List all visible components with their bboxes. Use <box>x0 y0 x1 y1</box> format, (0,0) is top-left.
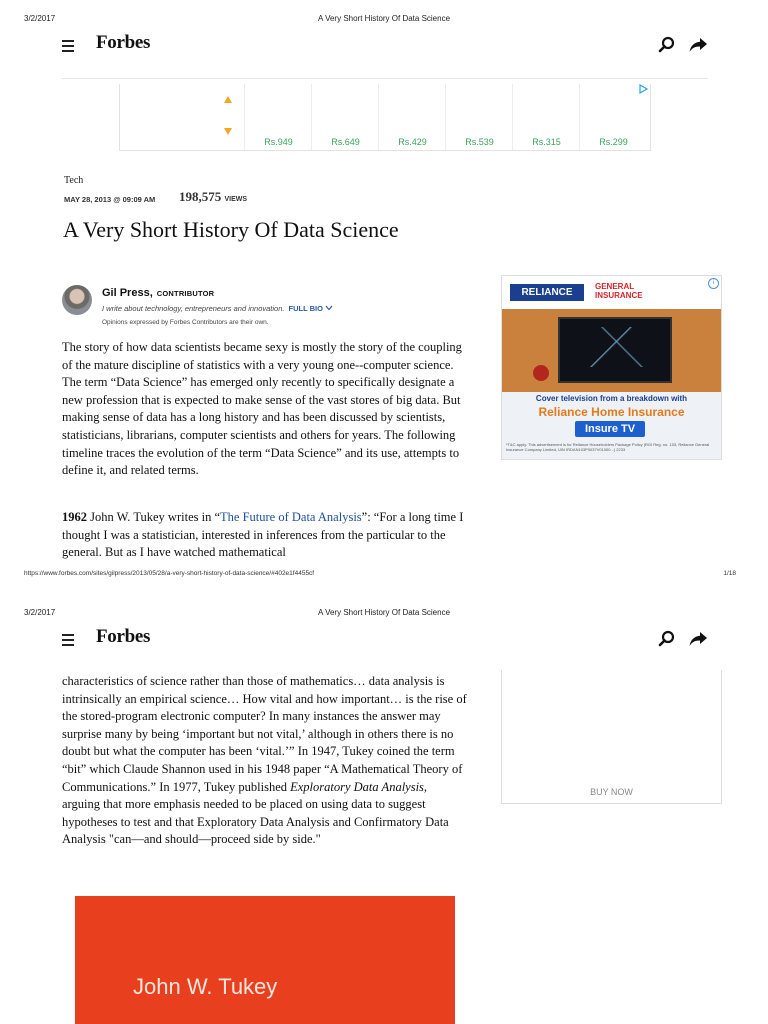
television-icon <box>558 317 672 383</box>
print-title: A Very Short History Of Data Science <box>317 608 451 617</box>
article-paragraph <box>62 509 468 562</box>
reliance-ad[interactable] <box>501 275 722 460</box>
author-byline <box>102 287 214 299</box>
side-ad[interactable] <box>501 670 722 804</box>
ad-header <box>502 276 721 309</box>
ad-line: Cover television from a breakdown with <box>535 394 688 403</box>
top-nav <box>62 616 708 663</box>
ad-price: Rs.949 <box>264 137 293 147</box>
insure-tv-button[interactable]: Insure TV <box>575 421 645 437</box>
author-tagline <box>102 304 333 313</box>
ad-price: Rs.299 <box>599 137 628 147</box>
paragraph-text: , arguing that more emphasis needed to be placed on using data to suggest hypotheses to test and that Exploratory Data Analysis and Confirmatory Data Analysis "can—and should—proceed side by side." <box>62 779 449 847</box>
publish-date: MAY 28, 2013 @ 09:09 AM <box>64 195 156 204</box>
ad-product-cell[interactable] <box>512 84 580 150</box>
ad-copy <box>502 392 721 459</box>
ad-product-cell[interactable] <box>311 84 379 150</box>
print-footer-url: https://www.forbes.com/sites/gilpress/2013/05/28/a-very-short-history-of-data-science/#402e1f4455cf <box>24 570 315 577</box>
scroll-up-icon[interactable] <box>224 96 232 103</box>
ad-price: Rs.539 <box>465 137 494 147</box>
author-role: CONTRIBUTOR <box>156 289 215 298</box>
book-cover-image <box>75 896 455 1024</box>
menu-icon[interactable] <box>62 40 74 51</box>
paragraph-text: characteristics of science rather than those of mathematics… data analysis is intrinsically an empirical science… How vital and how important… is the rise of the stored-program electronic computer? In many instances the answer may surprise many by being ‘important but not vital,’ although in others there is no doubt but what the computer has been ‘vital.’” In 1947, Tukey coined the term “bit” which Claude Shannon used in his 1948 paper “A Mathematical Theory of Communications.” In 1977, Tukey published <box>62 674 467 794</box>
share-icon[interactable] <box>688 36 708 54</box>
buy-now-button[interactable]: BUY NOW <box>590 787 633 797</box>
share-icon[interactable] <box>688 630 708 648</box>
author-avatar[interactable] <box>62 285 92 315</box>
views-number: 198,575 <box>179 189 222 204</box>
ad-price: Rs.649 <box>331 137 360 147</box>
opinion-disclaimer: Opinions expressed by Forbes Contributors are their own. <box>102 319 269 326</box>
chevron-down-icon <box>325 305 333 311</box>
ad-headline: Reliance Home Insurance <box>538 405 685 419</box>
top-nav <box>62 22 708 79</box>
print-date: 3/2/2017 <box>24 608 56 617</box>
article-title: A Very Short History Of Data Science <box>63 217 399 242</box>
search-icon[interactable] <box>658 36 676 54</box>
ad-product-cell[interactable] <box>244 84 312 150</box>
book-cover-author: John W. Tukey <box>133 974 278 999</box>
article-paragraph <box>62 673 468 849</box>
timeline-year: 1962 <box>62 510 87 524</box>
ad-product-cell[interactable] <box>378 84 446 150</box>
reliance-subtitle: GENERAL INSURANCE <box>595 282 643 300</box>
author-tagline-text: I write about technology, entrepreneurs and innovation. <box>102 304 285 313</box>
cricket-ball-icon <box>533 365 549 381</box>
menu-icon[interactable] <box>62 634 74 645</box>
paragraph-text: ”: “For a long time I thought I was a statistician, interested in inferences from the particular to the general. But as I have watched mathematical <box>62 510 464 560</box>
forbes-logo[interactable]: Forbes <box>96 626 151 647</box>
views-label: VIEWS <box>224 196 248 203</box>
ad-image <box>502 309 721 392</box>
ad-product-cell[interactable] <box>579 84 647 150</box>
paragraph-text: John W. Tukey writes in “ <box>87 510 221 524</box>
ad-price: Rs.315 <box>532 137 561 147</box>
reliance-logo: RELIANCE <box>510 284 584 301</box>
ad-product-cell[interactable] <box>445 84 513 150</box>
print-page-number: 1/18 <box>723 570 736 577</box>
search-icon[interactable] <box>658 630 676 648</box>
print-date: 3/2/2017 <box>24 14 56 23</box>
book-title: Exploratory Data Analysis <box>290 779 424 794</box>
author-name[interactable]: Gil Press, <box>102 287 153 299</box>
channel-label[interactable]: Tech <box>64 175 84 186</box>
future-of-data-analysis-link[interactable]: The Future of Data Analysis <box>220 510 362 524</box>
ad-fine-print: *T&C apply. This advertisement is for Reliance Householders Package Policy (RGI Reg. no. 103, Reliance General Insurance Company Limited, UIN IRDAN103P0037V01000...) 2233 <box>506 442 710 452</box>
product-ad-strip[interactable] <box>119 84 651 151</box>
print-title: A Very Short History Of Data Science <box>317 14 451 23</box>
scroll-down-icon[interactable] <box>224 128 232 135</box>
full-bio-label: FULL BIO <box>288 304 323 313</box>
full-bio-link[interactable] <box>288 304 333 313</box>
forbes-logo[interactable]: Forbes <box>96 32 151 53</box>
info-icon[interactable]: i <box>708 278 719 289</box>
ad-price: Rs.429 <box>398 137 427 147</box>
article-paragraph: The story of how data scientists became sexy is mostly the story of the coupling of the mature discipline of statistics with a very young one--computer science. The term “Data Science” has emerged only recently to specifically designate a new profession that is expected to make sense of the vast stores of big data. But making sense of data has a long history and has been discussed by scientists, statisticians, librarians, computer scientists and others for years. The following timeline traces the evolution of the term “Data Science” and its use, attempts to define it, and related terms. <box>62 340 462 478</box>
view-count <box>179 189 247 205</box>
